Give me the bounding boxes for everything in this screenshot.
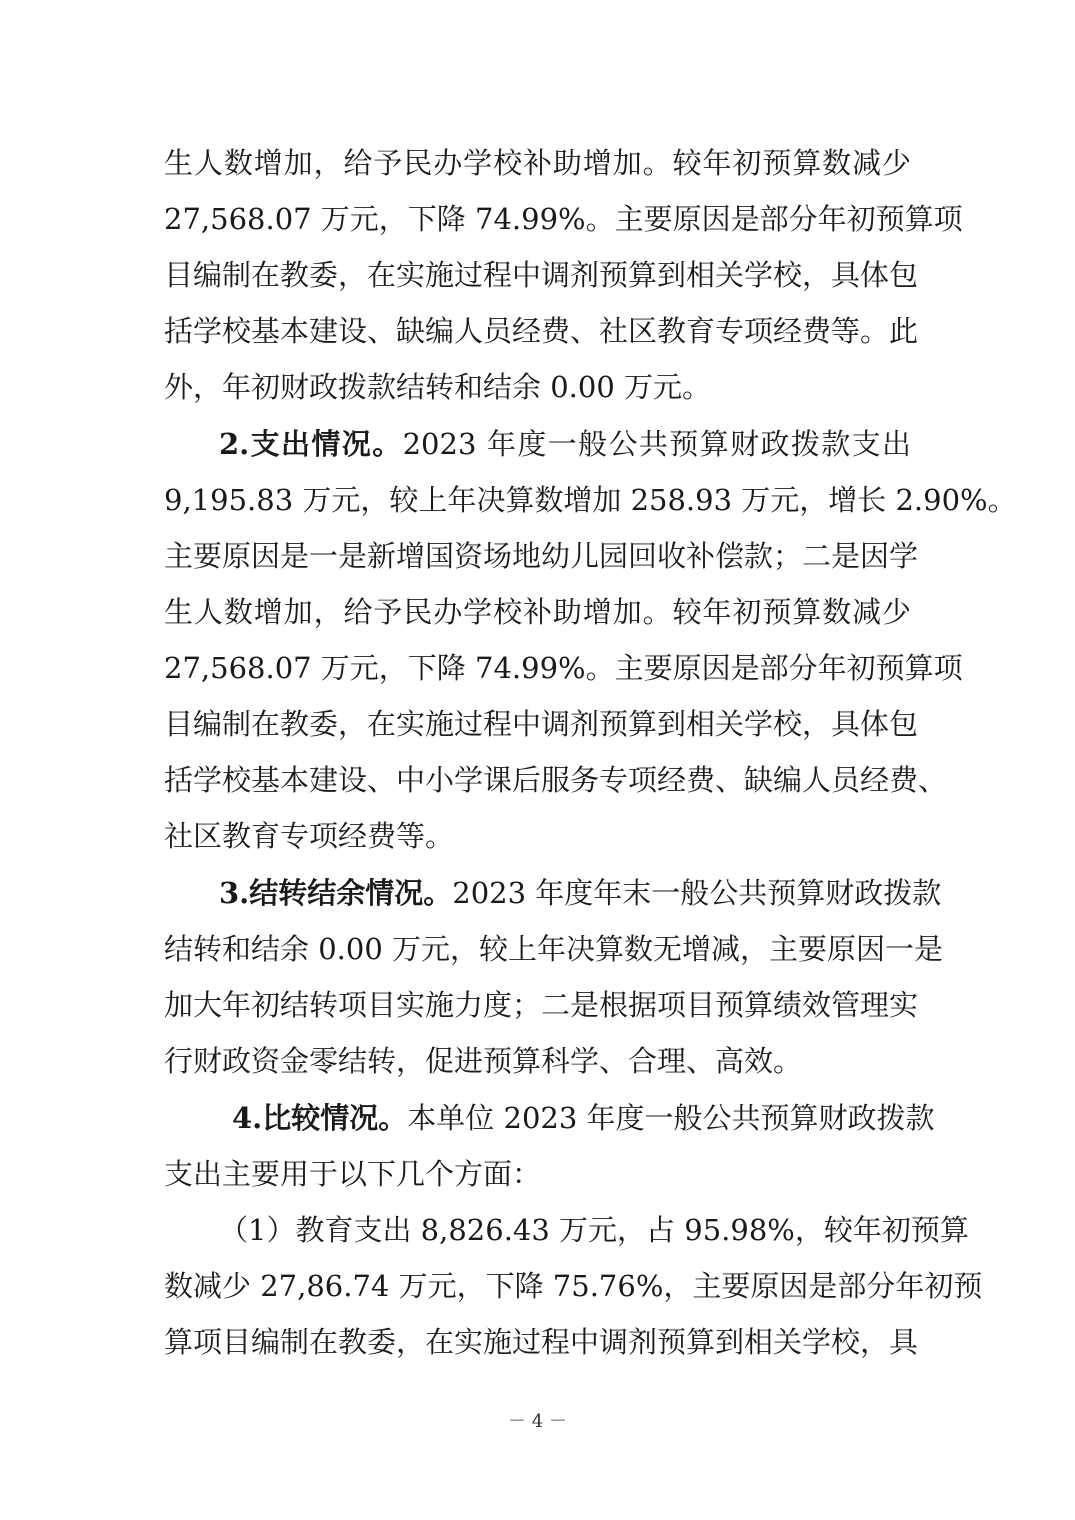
section-heading: 4.比较情况。 <box>232 1101 408 1135</box>
paragraph-line: 加大年初结转项目实施力度；二是根据项目预算绩效管理实 <box>164 988 919 1022</box>
section-heading: 2.支出情况。 <box>219 427 403 461</box>
section-line <box>219 424 911 464</box>
paragraph-line: 行财政资金零结转，促进预算科学、合理、高效。 <box>164 1044 803 1078</box>
paragraph-line: 社区教育专项经费等。 <box>164 819 455 853</box>
page-number: － 4 － <box>508 1411 567 1432</box>
paragraph-line: 9,195.83 万元，较上年决算数增加 258.93 万元，增长 2.90%。 <box>164 483 1017 517</box>
paragraph-line: 括学校基本建设、中小学课后服务专项经费、缺编人员经费、 <box>164 763 948 797</box>
paragraph-line: 生人数增加，给予民办学校补助增加。较年初预算数减少 <box>164 146 911 180</box>
paragraph-line: 目编制在教委，在实施过程中调剂预算到相关学校，具体包 <box>164 707 919 741</box>
paragraph-line: 外，年初财政拨款结转和结余 0.00 万元。 <box>164 370 712 404</box>
section-line <box>219 873 942 913</box>
section-text: 2023 年度一般公共预算财政拨款支出 <box>402 427 911 461</box>
section-heading: 3.结转结余情况。 <box>219 876 453 910</box>
paragraph-line: 数减少 27,86.74 万元，下降 75.76%，主要原因是部分年初预 <box>164 1269 983 1303</box>
paragraph-line: （1）教育支出 8,826.43 万元，占 95.98%，较年初预算 <box>219 1213 969 1247</box>
paragraph-line: 生人数增加，给予民办学校补助增加。较年初预算数减少 <box>164 595 911 629</box>
paragraph-line: 目编制在教委，在实施过程中调剂预算到相关学校，具体包 <box>164 258 919 292</box>
paragraph-line: 结转和结余 0.00 万元，较上年决算数无增减，主要原因一是 <box>164 932 944 966</box>
section-line <box>232 1098 935 1138</box>
paragraph-line: 括学校基本建设、缺编人员经费、社区教育专项经费等。此 <box>164 314 919 348</box>
paragraph-line: 27,568.07 万元，下降 74.99%。主要原因是部分年初预算项 <box>164 651 963 685</box>
section-text: 2023 年度年末一般公共预算财政拨款 <box>452 876 942 910</box>
paragraph-line: 主要原因是一是新增国资场地幼儿园回收补偿款；二是因学 <box>164 539 919 573</box>
paragraph-line: 算项目编制在教委，在实施过程中调剂预算到相关学校，具 <box>164 1325 919 1359</box>
paragraph-line: 27,568.07 万元，下降 74.99%。主要原因是部分年初预算项 <box>164 202 963 236</box>
paragraph-line: 支出主要用于以下几个方面： <box>164 1157 542 1191</box>
section-text: 本单位 2023 年度一般公共预算财政拨款 <box>407 1101 935 1135</box>
